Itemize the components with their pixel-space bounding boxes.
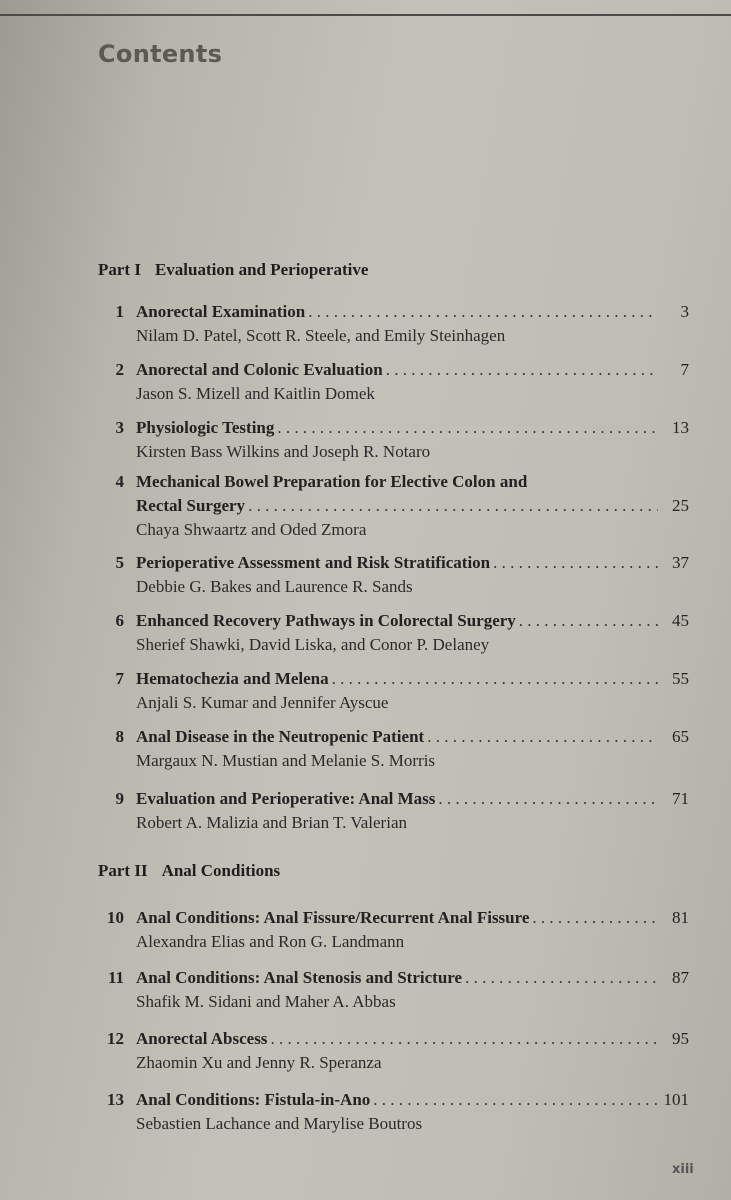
chapter-title-line1[interactable]: Mechanical Bowel Preparation for Elective Colon and [136,472,528,491]
chapter-number: 2 [115,360,124,379]
chapter-title[interactable]: Anal Conditions: Fistula-in-Ano [136,1090,371,1109]
chapter-title[interactable]: Anal Conditions: Anal Stenosis and Stricture [136,968,463,987]
chapter-number: 11 [107,968,124,987]
page-number: 65 [672,727,689,746]
chapter-number: 7 [115,669,124,688]
leader-dots [519,611,658,631]
chapter-title[interactable]: Evaluation and Perioperative: Anal Mass [136,789,436,808]
page-number: 95 [672,1029,689,1048]
toc-line [136,727,689,747]
page-number: 87 [672,968,689,987]
toc-line [136,611,689,631]
chapter-title[interactable]: Hematochezia and Melena [136,669,329,688]
toc-line [136,789,689,809]
page-number: 81 [672,908,689,927]
leader-dots [438,789,658,809]
chapter-authors: Sherief Shawki, David Liska, and Conor P. Delaney [136,635,490,654]
leader-dots [493,553,658,573]
part-title: Evaluation and Perioperative [154,260,369,279]
toc-line [136,302,689,322]
chapter-authors: Shafik M. Sidani and Maher A. Abbas [136,992,396,1011]
chapter-number: 8 [115,727,124,746]
page-number: 7 [680,360,689,379]
chapter-number: 12 [107,1029,124,1048]
chapter-number: 13 [107,1090,124,1109]
chapter-title[interactable]: Anorectal Examination [136,302,306,321]
chapter-authors: Margaux N. Mustian and Melanie S. Morris [136,751,436,770]
chapter-authors: Jason S. Mizell and Kaitlin Domek [136,384,375,403]
chapter-title[interactable]: Anorectal Abscess [136,1029,268,1048]
page-number: 3 [680,302,689,321]
part-label: Part I [98,260,141,279]
top-rule [0,14,731,16]
chapter-number: 5 [115,553,124,572]
leader-dots [427,727,658,747]
chapter-authors: Chaya Shwaartz and Oded Zmora [136,520,367,539]
chapter-number: 1 [115,302,124,321]
chapter-title[interactable]: Anorectal and Colonic Evaluation [136,360,383,379]
page-number: 55 [672,669,689,688]
chapter-title[interactable]: Anal Disease in the Neutropenic Patient [136,727,425,746]
part-label: Part II [98,861,148,880]
chapter-authors: Anjali S. Kumar and Jennifer Ayscue [136,693,389,712]
chapter-number: 4 [115,472,124,491]
part-title: Anal Conditions [161,861,281,880]
toc-line [136,472,689,492]
toc-line [136,968,689,988]
page-title: Contents [98,40,223,68]
leader-dots [373,1090,658,1110]
chapter-authors: Alexandra Elias and Ron G. Landmann [136,932,405,951]
chapter-title[interactable]: Rectal Surgery [136,496,246,515]
toc-line [136,553,689,573]
leader-dots [270,1029,658,1049]
chapter-authors: Sebastien Lachance and Marylise Boutros [136,1114,423,1133]
toc-line [136,496,689,516]
toc-line [136,669,689,689]
chapter-authors: Robert A. Malizia and Brian T. Valerian [136,813,407,832]
chapter-number: 6 [115,611,124,630]
page-number: 45 [672,611,689,630]
part-heading [98,260,368,280]
leader-dots [532,908,658,928]
chapter-number: 3 [115,418,124,437]
leader-dots [248,496,658,516]
toc-line [136,418,689,438]
page-folio: xiii [672,1162,694,1177]
chapter-authors: Nilam D. Patel, Scott R. Steele, and Emily Steinhagen [136,326,506,345]
leader-dots [308,302,658,322]
chapter-number: 10 [107,908,124,927]
leader-dots [465,968,658,988]
toc-line [136,908,689,928]
chapter-number: 9 [115,789,124,808]
leader-dots [386,360,658,380]
chapter-title[interactable]: Physiologic Testing [136,418,275,437]
page-number: 71 [672,789,689,808]
toc-line [136,1090,689,1110]
chapter-title[interactable]: Perioperative Assessment and Risk Stratification [136,553,491,572]
page-number: 101 [663,1090,689,1109]
chapter-authors: Debbie G. Bakes and Laurence R. Sands [136,577,413,596]
chapter-title[interactable]: Enhanced Recovery Pathways in Colorectal Surgery [136,611,516,630]
chapter-authors: Kirsten Bass Wilkins and Joseph R. Notaro [136,442,431,461]
page-number: 13 [672,418,689,437]
chapter-title[interactable]: Anal Conditions: Anal Fissure/Recurrent Anal Fissure [136,908,530,927]
part-heading [98,861,280,881]
leader-dots [277,418,658,438]
toc-line [136,1029,689,1049]
leader-dots [332,669,658,689]
toc-line [136,360,689,380]
page-number: 25 [672,496,689,515]
page-number: 37 [672,553,689,572]
chapter-authors: Zhaomin Xu and Jenny R. Speranza [136,1053,382,1072]
